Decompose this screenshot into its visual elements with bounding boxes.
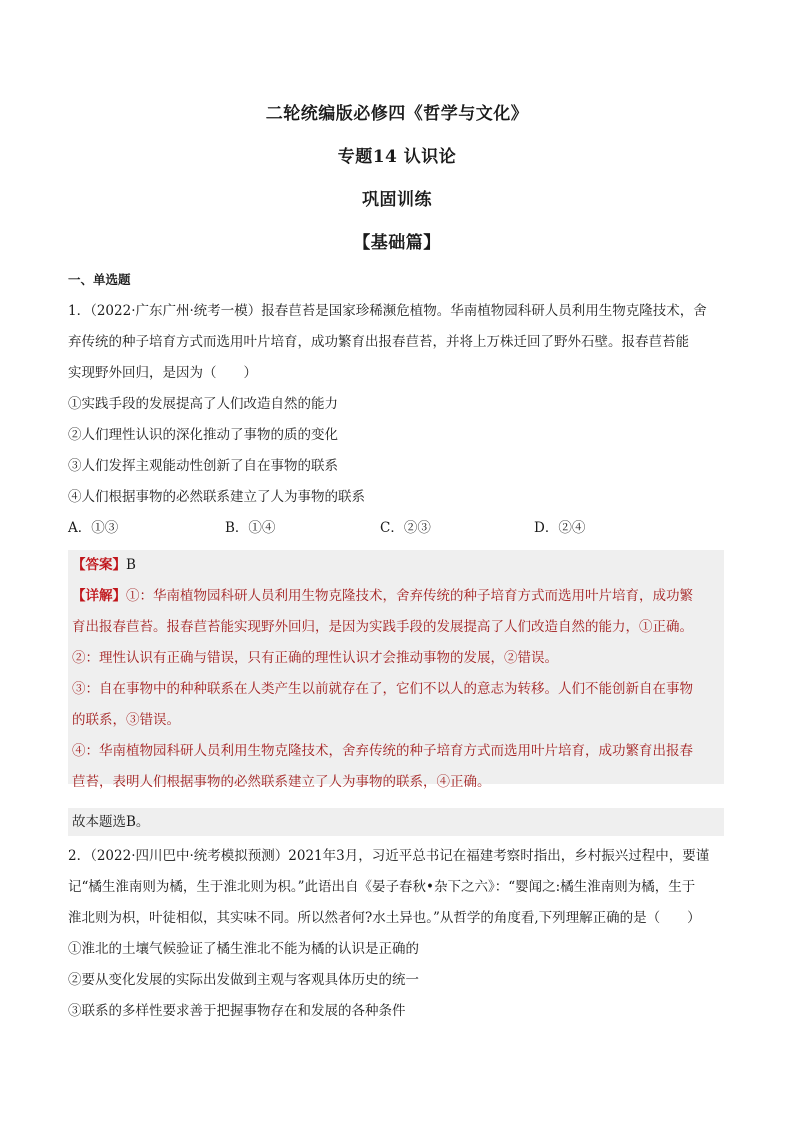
section-label: 一、单选题 [68,272,131,287]
question-stem-line: 实现野外回归，是因为（ ） [68,365,257,381]
answer-line [68,550,724,581]
question-item: ④人们根据事物的必然联系建立了人为事物的联系 [68,489,365,505]
question-2 [68,841,724,1027]
question-stem-line: 1．（2022·广东广州·统考一模）报春苣苔是国家珍稀濒危植物。华南植物园科研人员利用生物克隆技术，舍 [68,303,707,319]
question-item: ③人们发挥主观能动性创新了自在事物的联系 [68,458,338,474]
question-stem-line: 记“橘生淮南则为橘，生于淮北则为枳。”此语出自《晏子春秋•杂下之六》：“婴闻之:橘生淮南则为橘，生于 [68,879,696,895]
question-stem-line: 淮北则为枳，叶徒相似，其实味不同。所以然者何?水土异也。”从哲学的角度看,下列理解正确的是（ ） [68,910,701,926]
option-d: D．②④ [534,520,586,536]
section-title: 【基础篇】 [353,233,441,253]
question-item: ②人们理性认识的深化推动了事物的质的变化 [68,427,338,443]
answer-explanation [68,550,724,790]
answer-value: B [126,557,136,573]
document-title: 二轮统编版必修四《哲学与文化》 [265,104,529,124]
detail-text: ①：华南植物园科研人员利用生物克隆技术，舍弃传统的种子培育方式而选用叶片培育，成功繁 [126,588,693,604]
answer-options [68,513,724,544]
option-a: A．①③ [68,520,119,536]
question-item: ②要从变化发展的实际出发做到主观与客观具体历史的统一 [68,972,419,988]
topic-title: 专题14 认识论 [337,147,457,167]
question-item: ①淮北的土壤气候验证了橘生淮北不能为橘的认识是正确的 [68,941,419,957]
answer-tag: 【答案】 [72,557,126,573]
conclusion: 故本题选B。 [72,814,150,830]
option-c: C．②③ [380,520,431,536]
question-item: ③联系的多样性要求善于把握事物存在和发展的各种条件 [68,1003,406,1019]
detail-line: ③：自在事物中的种种联系在人类产生以前就存在了，它们不以人的意志为转移。人们不能创新自在事物 [72,681,693,697]
subtitle: 巩固训练 [362,190,432,210]
detail-line: ④：华南植物园科研人员利用生物克隆技术，舍弃传统的种子培育方式而选用叶片培育，成功繁育出报春 [72,743,693,759]
detail-tag: 【详解】 [72,588,126,604]
question-stem-line: 弃传统的种子培育方式而选用叶片培育，成功繁育出报春苣苔，并将上万株迁回了野外石壁。报春苣苔能 [68,334,689,350]
question-1 [68,296,724,544]
question-item: ①实践手段的发展提高了人们改造自然的能力 [68,396,338,412]
question-stem-line: 2．（2022·四川巴中·统考模拟预测）2021年3月，习近平总书记在福建考察时指出，乡村振兴过程中，要谨 [68,848,710,864]
conclusion-block [68,808,724,836]
detail-line: ②：理性认识有正确与错误，只有正确的理性认识才会推动事物的发展，②错误。 [72,650,558,666]
detail-line: 育出报春苣苔。报春苣苔能实现野外回归，是因为实践手段的发展提高了人们改造自然的能力，①正确。 [72,619,693,635]
detail-line: 的联系，③错误。 [72,712,180,728]
option-b: B．①④ [225,520,276,536]
detail-line [68,581,724,612]
detail-line: 苣苔，表明人们根据事物的必然联系建立了人为事物的联系，④正确。 [72,774,491,790]
